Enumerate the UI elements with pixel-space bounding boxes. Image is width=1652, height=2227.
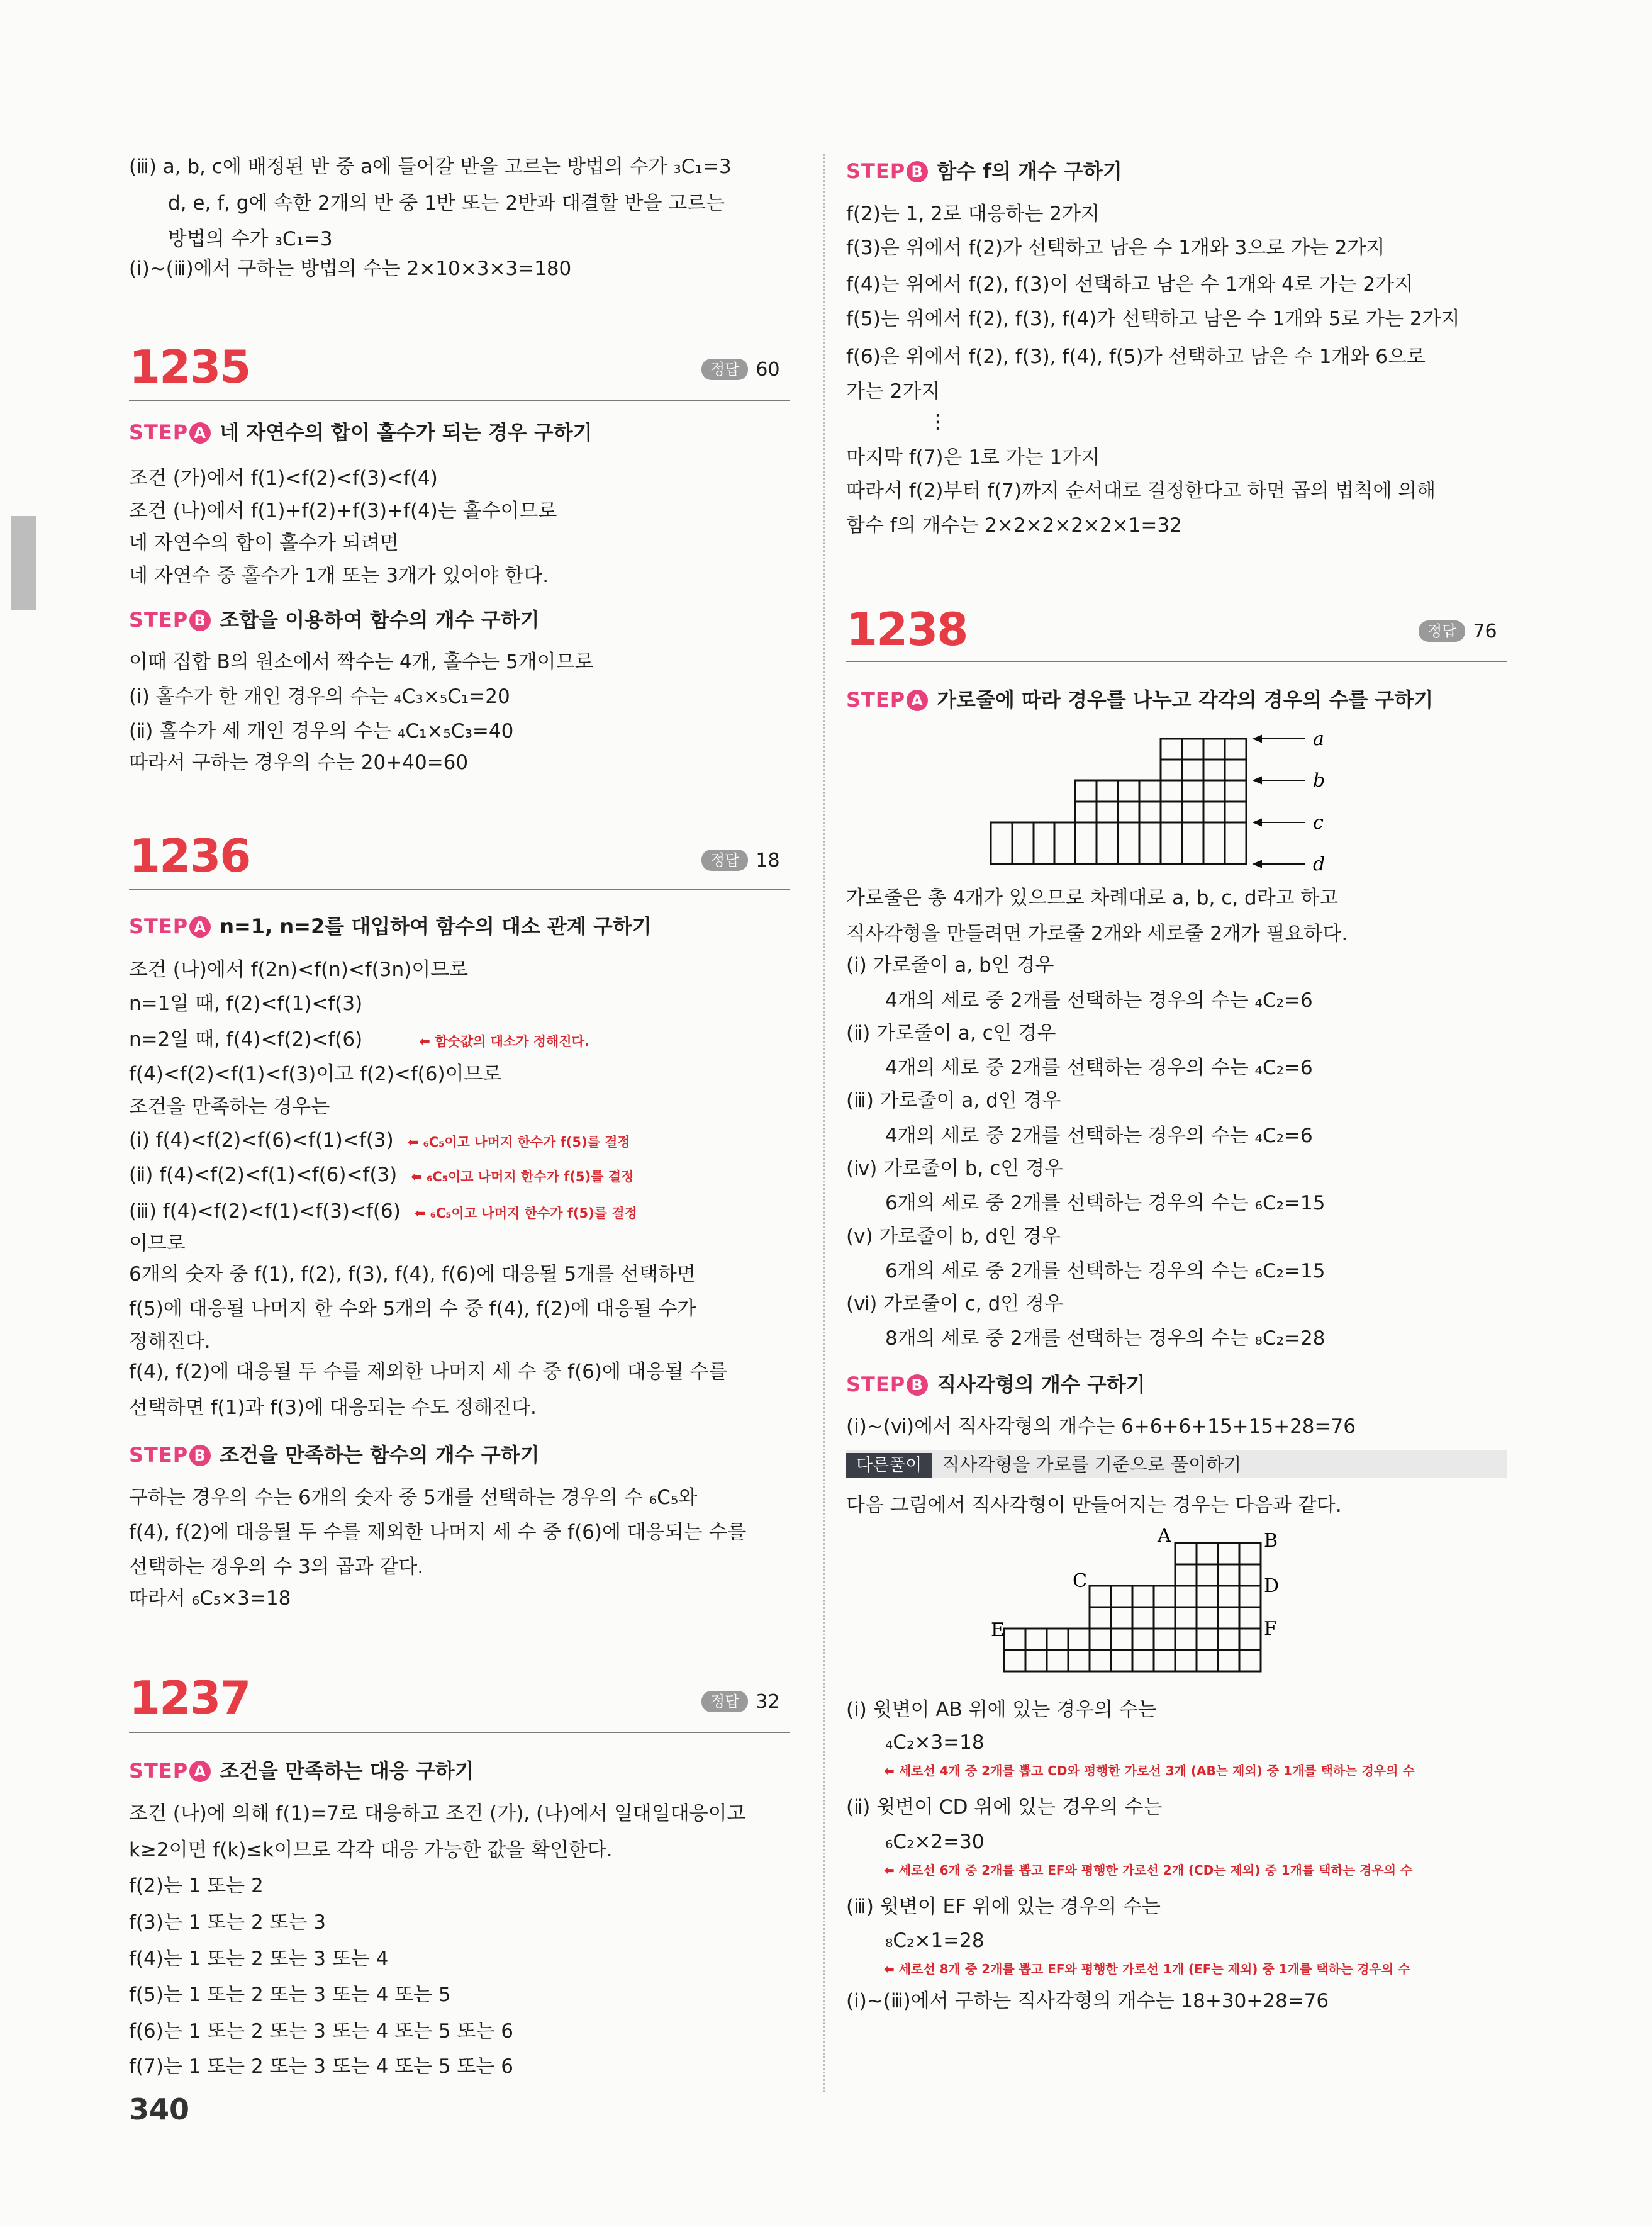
text-line: n=1일 때, f(2)<f(1)<f(3) [129,992,363,1015]
step-title: 함수 f의 개수 구하기 [937,159,1122,183]
text-line: 방법의 수가 ₃C₁=3 [168,228,333,250]
text-line: (ⅵ) 가로줄이 c, d인 경우 [846,1293,1063,1315]
step-heading [846,157,1122,185]
annotation-note: ⬅ ₆C₅이고 나머지 한수가 f(5)를 결정 [414,1206,637,1221]
chapter-side-tab [11,516,36,610]
text-line: f(4), f(2)에 대응될 두 수를 제외한 나머지 세 수 중 f(6)에 대응될 수를 [129,1360,728,1383]
step-title: 직사각형의 개수 구하기 [937,1372,1146,1396]
text-line: 이므로 [129,1232,186,1255]
step-title: n=1, n=2를 대입하여 함수의 대소 관계 구하기 [220,914,652,938]
step-heading [129,1757,474,1785]
text-line: d, e, f, g에 속한 2개의 반 중 1반 또는 2반과 대결할 반을 고르는 [168,192,725,215]
step-tag: STEP A [129,914,211,938]
step-tag: STEP A [129,1759,211,1783]
text-line: 조건을 만족하는 경우는 [129,1096,330,1118]
answer-badge [701,848,780,873]
answer-badge [1419,619,1497,644]
text-line: 이때 집합 B의 원소에서 짝수는 4개, 홀수는 5개이므로 [129,651,594,673]
text-line: 다음 그림에서 직사각형이 만들어지는 경우는 다음과 같다. [846,1494,1342,1517]
text-line: (ⅰ) 윗변이 AB 위에 있는 경우의 수는 [846,1698,1157,1721]
text-line: (ⅰ)~(ⅵ)에서 직사각형의 개수는 6+6+6+15+15+28=76 [846,1415,1356,1438]
text-line: 조건 (가)에서 f(1)<f(2)<f(3)<f(4) [129,467,438,490]
column-divider [823,154,825,2092]
point-label-c: C [1073,1570,1087,1592]
point-label-d: D [1264,1575,1280,1597]
text-line: 정해진다. [129,1330,211,1353]
text-line: f(3)은 위에서 f(2)가 선택하고 남은 수 1개와 3으로 가는 2가지 [846,237,1385,259]
annotation-note: ⬅ 세로선 6개 중 2개를 뽑고 EF와 평행한 가로선 2개 (CD는 제외) 중 1개를 택하는 경우의 수 [884,1863,1413,1878]
text-line: (ⅱ) 윗변이 CD 위에 있는 경우의 수는 [846,1796,1163,1819]
step-heading [129,1441,539,1469]
text-line: 6개의 세로 중 2개를 선택하는 경우의 수는 ₆C₂=15 [885,1192,1326,1214]
text-line: 4개의 세로 중 2개를 선택하는 경우의 수는 ₄C₂=6 [885,1057,1313,1079]
answer-label: 정답 [701,359,748,380]
text-line: 선택하면 f(1)과 f(3)에 대응되는 수도 정해진다. [129,1396,537,1419]
text-line: (ⅰ)~(ⅲ)에서 구하는 방법의 수는 2×10×3×3=180 [129,257,572,280]
header-rule [129,1732,790,1733]
step-heading [129,418,593,446]
text-line: f(2)는 1, 2로 대응하는 2가지 [846,203,1100,225]
step-tag: STEP B [846,1372,928,1396]
text-line: (ⅰ) 가로줄이 a, b인 경우 [846,954,1054,977]
step-tag: STEP A [846,688,928,712]
text-line: k≥2이면 f(k)≤k이므로 각각 대응 가능한 값을 확인한다. [129,1839,613,1861]
text-line: (ⅴ) 가로줄이 b, d인 경우 [846,1225,1061,1248]
step-title: 조건을 만족하는 함수의 개수 구하기 [220,1443,540,1467]
step-tag: STEP B [129,1443,211,1467]
text-line: f(3)는 1 또는 2 또는 3 [129,1911,326,1934]
text-line: 따라서 f(2)부터 f(7)까지 순서대로 결정한다고 하면 곱의 법칙에 의해 [846,480,1436,502]
step-heading [846,1371,1146,1398]
annotation-note: ⬅ ₆C₅이고 나머지 한수가 f(5)를 결정 [407,1135,630,1150]
answer-label: 정답 [701,850,748,871]
answer-label: 정답 [701,1691,748,1712]
text-line: 함수 f의 개수는 2×2×2×2×2×1=32 [846,514,1182,537]
text-line: n=2일 때, f(4)<f(2)<f(6) ⬅ 함숫값의 대소가 정해진다. [129,1028,589,1051]
step-heading [129,912,652,940]
step-title: 조건을 만족하는 대응 구하기 [220,1759,474,1783]
text-line: ₄C₂×3=18 [885,1731,985,1754]
text-line: 6개의 숫자 중 f(1), f(2), f(3), f(4), f(6)에 대응될 5개를 선택하면 [129,1263,696,1286]
header-rule [846,661,1507,662]
row-label: c [1313,812,1324,834]
text-line: (ⅳ) 가로줄이 b, c인 경우 [846,1157,1063,1180]
text-line: 직사각형을 만들려면 가로줄 2개와 세로줄 2개가 필요하다. [846,923,1348,945]
text-line: (ⅲ) 윗변이 EF 위에 있는 경우의 수는 [846,1895,1161,1918]
text-line: f(6)은 위에서 f(2), f(3), f(4), f(5)가 선택하고 남은 수 1개와 6으로 [846,345,1426,368]
text-line: 가는 2가지 [846,380,940,403]
answer-badge [701,357,780,383]
text-line: 따라서 구하는 경우의 수는 20+40=60 [129,751,469,774]
row-label: b [1313,770,1326,792]
alt-title: 직사각형을 가로를 기준으로 풀이하기 [942,1454,1242,1475]
step-tag: STEP A [129,420,211,444]
text-line: 네 자연수 중 홀수가 1개 또는 3개가 있어야 한다. [129,564,549,587]
text-line: 마지막 f(7)은 1로 가는 1가지 [846,446,1100,469]
text-line: 네 자연수의 합이 홀수가 되려면 [129,532,399,554]
problem-number: 1236 [129,829,250,882]
text-line: f(2)는 1 또는 2 [129,1875,264,1897]
annotation-note: ⬅ 세로선 8개 중 2개를 뽑고 EF와 평행한 가로선 1개 (EF는 제외) 중 1개를 택하는 경우의 수 [884,1961,1410,1977]
step-title: 조합을 이용하여 함수의 개수 구하기 [220,608,540,632]
text-line: (ⅰ) 홀수가 한 개인 경우의 수는 ₄C₃×₅C₁=20 [129,685,510,708]
text-line: 조건 (나)에 의해 f(1)=7로 대응하고 조건 (가), (나)에서 일대일대응이고 [129,1802,746,1825]
text-line: 조건 (나)에서 f(2n)<f(n)<f(3n)이므로 [129,958,469,981]
text-line: (ⅲ) 가로줄이 a, d인 경우 [846,1089,1061,1112]
text-line: f(4)<f(2)<f(1)<f(3)이고 f(2)<f(6)이므로 [129,1063,502,1085]
text-line: ₈C₂×1=28 [885,1929,985,1952]
answer-value: 76 [1473,620,1497,642]
text-line: 구하는 경우의 수는 6개의 숫자 중 5개를 선택하는 경우의 수 ₆C₅와 [129,1486,698,1509]
annotation-note: ⬅ 함숫값의 대소가 정해진다. [419,1034,589,1049]
answer-value: 18 [756,850,780,872]
row-label: a [1313,728,1324,750]
answer-label: 정답 [1419,620,1465,642]
point-label-b: B [1264,1530,1278,1552]
answer-value: 60 [756,359,780,381]
text-line: f(6)는 1 또는 2 또는 3 또는 4 또는 5 또는 6 [129,2020,513,2043]
answer-value: 32 [756,1691,780,1713]
text-line: (ⅲ) f(4)<f(2)<f(1)<f(3)<f(6) ⬅ ₆C₅이고 나머지 한수가 f(5)를 결정 [129,1200,637,1223]
problem-number: 1237 [129,1671,250,1724]
text-line: f(5)는 1 또는 2 또는 3 또는 4 또는 5 [129,1983,451,2006]
staircase-grid-figure-1 [991,730,1368,875]
header-rule [129,889,790,890]
text-line: 가로줄은 총 4개가 있으므로 차례대로 a, b, c, d라고 하고 [846,887,1339,909]
step-title: 가로줄에 따라 경우를 나누고 각각의 경우의 수를 구하기 [937,688,1434,712]
text-line: (ⅱ) 홀수가 세 개인 경우의 수는 ₄C₁×₅C₃=40 [129,720,514,743]
text-line: 4개의 세로 중 2개를 선택하는 경우의 수는 ₄C₂=6 [885,989,1313,1012]
row-label: d [1313,853,1326,875]
alt-label: 다른풀이 [846,1453,932,1478]
staircase-grid-figure-2 [991,1525,1305,1680]
header-rule [129,400,790,401]
text-line: (ⅰ) f(4)<f(2)<f(6)<f(1)<f(3) ⬅ ₆C₅이고 나머지 한수가 f(5)를 결정 [129,1129,630,1152]
text-line: 4개의 세로 중 2개를 선택하는 경우의 수는 ₄C₂=6 [885,1125,1313,1147]
text-line: f(5)는 위에서 f(2), f(3), f(4)가 선택하고 남은 수 1개와 5로 가는 2가지 [846,308,1460,330]
alt-solution-heading [846,1450,1241,1478]
text-line: f(4), f(2)에 대응될 두 수를 제외한 나머지 세 수 중 f(6)에 대응되는 수를 [129,1521,747,1544]
problem-number: 1238 [846,603,968,656]
point-label-f: F [1264,1618,1277,1640]
step-title: 네 자연수의 합이 홀수가 되는 경우 구하기 [220,420,593,444]
step-tag: STEP B [846,159,928,183]
step-heading [846,686,1433,714]
point-label-e: E [991,1619,1005,1641]
annotation-note: ⬅ ₆C₅이고 나머지 한수가 f(5)를 결정 [411,1169,634,1184]
text-line: 따라서 ₆C₅×3=18 [129,1587,291,1610]
answer-badge [701,1690,780,1715]
text-line: 6개의 세로 중 2개를 선택하는 경우의 수는 ₆C₂=15 [885,1260,1326,1282]
text-line: f(4)는 1 또는 2 또는 3 또는 4 [129,1948,389,1970]
text-line: 8개의 세로 중 2개를 선택하는 경우의 수는 ₈C₂=28 [885,1327,1326,1350]
problem-number: 1235 [129,340,250,393]
ellipsis: ⋮ [928,410,947,433]
step-tag: STEP B [129,608,211,632]
text-line: (ⅰ)~(ⅲ)에서 구하는 직사각형의 개수는 18+30+28=76 [846,1990,1329,2012]
text-line: f(7)는 1 또는 2 또는 3 또는 4 또는 5 또는 6 [129,2055,513,2078]
text-line: 조건 (나)에서 f(1)+f(2)+f(3)+f(4)는 홀수이므로 [129,500,557,522]
page-number: 340 [129,2092,190,2126]
step-heading [129,606,539,634]
text-line: f(5)에 대응될 나머지 한 수와 5개의 수 중 f(4), f(2)에 대응될 수가 [129,1298,696,1320]
text-line: (ⅱ) 가로줄이 a, c인 경우 [846,1022,1056,1045]
text-line: 선택하는 경우의 수 3의 곱과 같다. [129,1556,424,1578]
text-line: f(4)는 위에서 f(2), f(3)이 선택하고 남은 수 1개와 4로 가는 2가지 [846,273,1414,296]
annotation-note: ⬅ 세로선 4개 중 2개를 뽑고 CD와 평행한 가로선 3개 (AB는 제외) 중 1개를 택하는 경우의 수 [884,1763,1415,1778]
text-line: (ⅱ) f(4)<f(2)<f(1)<f(6)<f(3) ⬅ ₆C₅이고 나머지 한수가 f(5)를 결정 [129,1164,634,1186]
text-line: ₆C₂×2=30 [885,1831,985,1853]
text-line: (ⅲ) a, b, c에 배정된 반 중 a에 들어갈 반을 고르는 방법의 수가 ₃C₁=3 [129,155,732,178]
point-label-a: A [1158,1525,1171,1547]
